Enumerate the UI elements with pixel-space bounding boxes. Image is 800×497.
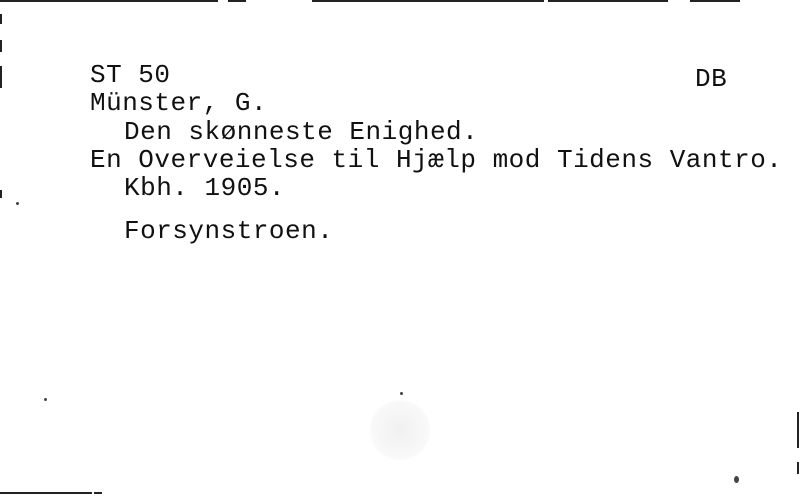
bottom-edge-rule (0, 492, 92, 494)
ink-speck (400, 392, 403, 395)
author-heading: Münster, G. (90, 88, 268, 118)
left-edge-mark (0, 14, 2, 24)
title-line: Den skønneste Enighed. (124, 117, 479, 147)
left-edge-mark (0, 190, 2, 198)
left-edge-mark (0, 66, 2, 88)
top-edge-rule (312, 0, 544, 2)
imprint-line: Kbh. 1905. (124, 173, 286, 203)
right-edge-mark (797, 412, 799, 448)
top-edge-rule (228, 0, 246, 2)
right-edge-mark (797, 462, 799, 474)
left-edge-mark (0, 40, 2, 52)
collection-code: DB (695, 64, 728, 94)
top-edge-rule (0, 0, 218, 2)
top-edge-rule (548, 0, 668, 2)
ink-speck (44, 398, 47, 401)
bottom-edge-rule (94, 492, 102, 494)
subject-heading: Forsynstroen. (124, 216, 334, 246)
paper-smudge (370, 400, 430, 460)
top-edge-rule (690, 0, 740, 2)
shelfmark: ST 50 (90, 60, 171, 90)
subtitle-line: En Overveielse til Hjælp mod Tidens Vantro. (90, 145, 783, 175)
ink-speck (16, 202, 19, 205)
ink-speck (734, 476, 739, 483)
